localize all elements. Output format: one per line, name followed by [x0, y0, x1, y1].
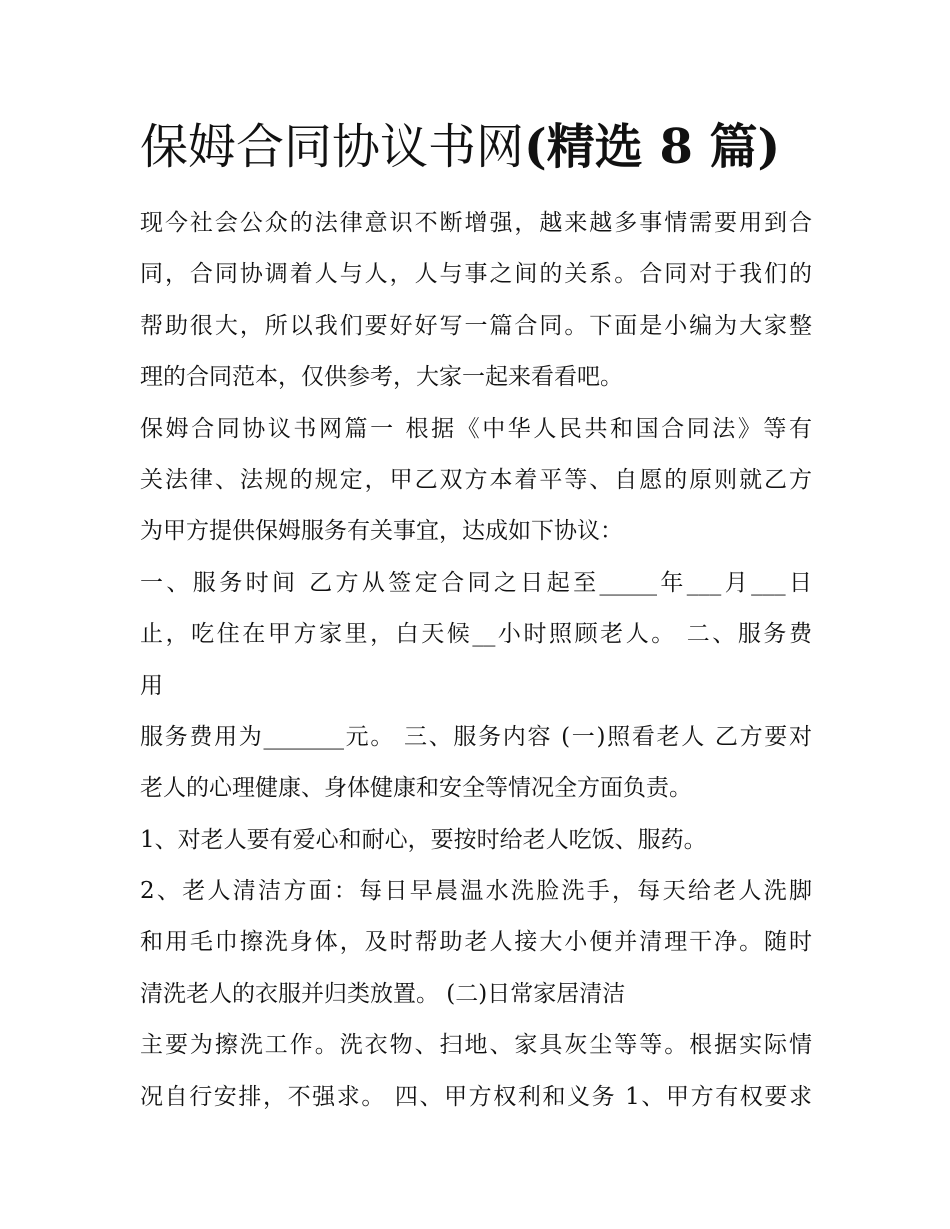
body-text-line: 止，吃住在甲方家里，白天候__小时照顾老人。 二、服务费 — [140, 621, 812, 648]
body-text-line: 主要为擦洗工作。洗衣物、扫地、家具灰尘等等。根据实际情 — [140, 1032, 812, 1059]
body-text-line: 1、对老人要有爱心和耐心，要按时给老人吃饭、服药。 — [140, 826, 707, 853]
body-text-line: 保姆合同协议书网篇一 根据《中华人民共和国合同法》等有 — [140, 415, 812, 442]
body-text-line: 理的合同范本，仅供参考，大家一起来看看吧。 — [140, 364, 623, 391]
body-text-line: 同，合同协调着人与人，人与事之间的关系。合同对于我们的 — [140, 261, 812, 288]
body-text-line: 清洗老人的衣服并归类放置。 (二)日常家居清洁 — [140, 980, 626, 1007]
document-title-count: (精选 8 篇) — [524, 119, 781, 175]
body-text-line: 服务费用为_______元。 三、服务内容 (一)照看老人 乙方要对 — [140, 723, 812, 750]
body-text-line: 为甲方提供保姆服务有关事宜，达成如下协议： — [140, 518, 623, 545]
body-text-line: 关法律、法规的规定，甲乙双方本着平等、自愿的原则就乙方 — [140, 466, 812, 493]
body-text-line: 老人的心理健康、身体健康和安全等情况全方面负责。 — [140, 775, 692, 802]
body-text-line: 帮助很大，所以我们要好好写一篇合同。下面是小编为大家整 — [140, 312, 812, 339]
body-text-line: 况自行安排，不强求。 四、甲方权利和义务 1、甲方有权要求 — [140, 1083, 812, 1110]
body-text-line: 和用毛巾擦洗身体，及时帮助老人接大小便并清理干净。随时 — [140, 929, 812, 956]
document-title-text: 保姆合同协议书网 — [140, 119, 525, 175]
body-text-line: 一、服务时间 乙方从签定合同之日起至_____年___月___日 — [140, 569, 812, 596]
body-text-line: 用 — [140, 672, 163, 699]
document-title — [140, 112, 780, 182]
document-body — [140, 198, 812, 1123]
body-text-line: 现今社会公众的法律意识不断增强，越来越多事情需要用到合 — [140, 210, 812, 236]
body-text-line: 2、老人清洁方面：每日早晨温水洗脸洗手，每天给老人洗脚 — [140, 878, 812, 905]
